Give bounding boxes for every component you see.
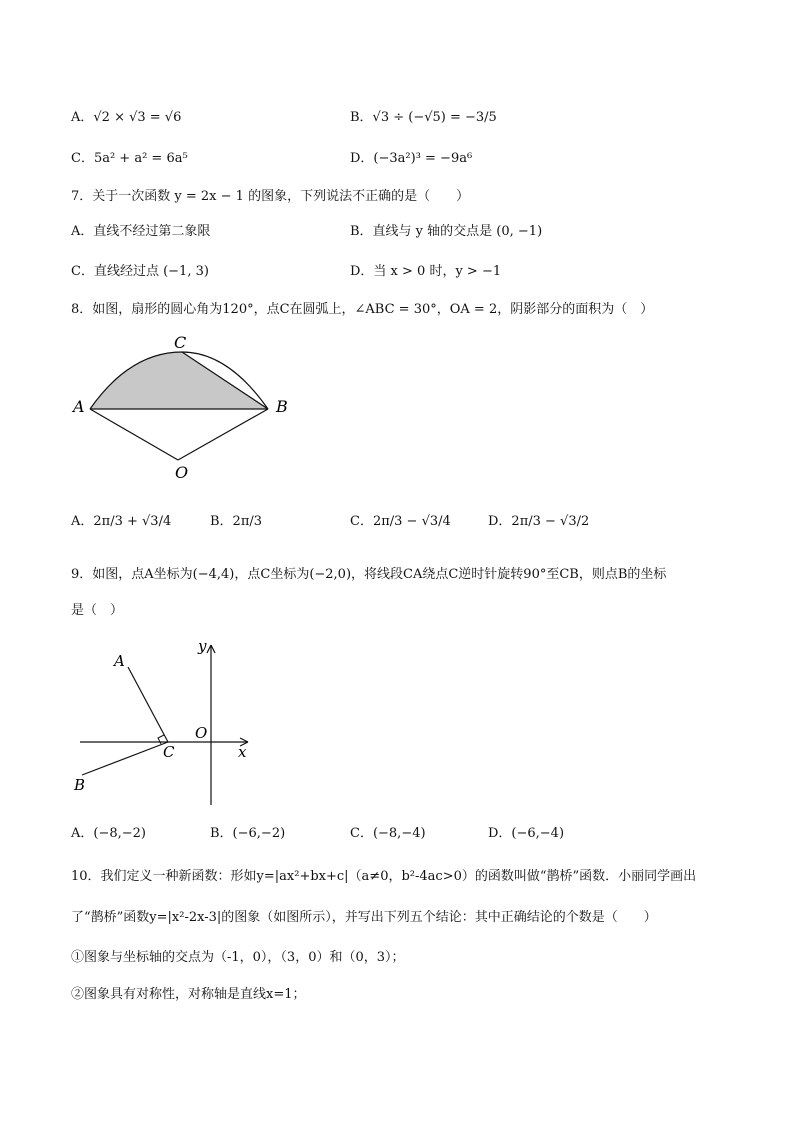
- q8-sector-figure: [70, 330, 300, 485]
- q9-option-c: C．(−8,−4): [350, 826, 426, 841]
- q8-label-a: A: [73, 397, 85, 416]
- q9-stem-line2: 是（ ）: [71, 603, 124, 618]
- q10-stem-line1: 10．我们定义一种新函数：形如y=|ax²+bx+c|（a≠0，b²-4ac>0）的函数叫做“鹊桥”函数．小丽同学画出: [71, 869, 697, 884]
- q9-label-a: A: [114, 652, 125, 670]
- q8-option-c: C．2π/3 − √3/4: [350, 514, 451, 529]
- q7-stem: 7．关于一次函数 y = 2x − 1 的图象，下列说法不正确的是（ ）: [71, 189, 470, 204]
- q8-option-a: A．2π/3 + √3/4: [71, 514, 172, 529]
- q7-option-b: B．直线与 y 轴的交点是 (0, −1): [350, 224, 543, 239]
- q7-option-d: D．当 x > 0 时，y > −1: [350, 264, 502, 279]
- q8-shaded-region: [90, 352, 268, 409]
- q8-label-b: B: [276, 397, 288, 416]
- q6-option-a: A．√2 × √3 = √6: [71, 110, 182, 125]
- q6-option-c: C．5a² + a² = 6a⁵: [71, 151, 188, 166]
- q9-option-a: A．(−8,−2): [71, 826, 146, 841]
- q6-option-d: D．(−3a²)³ = −9a⁶: [350, 151, 473, 166]
- q9-coordinate-figure: [70, 635, 260, 810]
- q9-segment-cb: [82, 742, 168, 775]
- q8-option-b: B．2π/3: [210, 514, 263, 529]
- q10-conclusion-2: ②图象具有对称性，对称轴是直线x=1；: [71, 987, 306, 1002]
- q9-stem-line1: 9．如图，点A坐标为(−4,4)，点C坐标为(−2,0)，将线段CA绕点C逆时针旋转90°至CB，则点B的坐标: [71, 567, 667, 582]
- q8-option-d: D．2π/3 − √3/2: [488, 514, 590, 529]
- q7-option-a: A．直线不经过第二象限: [71, 224, 211, 239]
- q9-option-d: D．(−6,−4): [488, 826, 565, 841]
- q8-label-c: C: [174, 333, 187, 352]
- q8-radius-ob: [178, 409, 268, 460]
- q6-option-b: B．√3 ÷ (−√5) = −3/5: [350, 110, 497, 125]
- q9-label-y: y: [198, 637, 207, 655]
- q9-label-b: B: [74, 776, 86, 794]
- q10-conclusion-1: ①图象与坐标轴的交点为（-1，0），（3，0）和（0，3）；: [71, 950, 405, 965]
- q8-radius-oa: [90, 409, 178, 460]
- q9-label-c: C: [163, 743, 175, 761]
- q9-segment-ca: [128, 667, 168, 742]
- q9-label-o: O: [195, 724, 208, 742]
- q10-stem-line2: 了“鹊桥”函数y=|x²-2x-3|的图象（如图所示），并写出下列五个结论：其中正确结论的个数是（ ）: [71, 910, 657, 925]
- q9-label-x: x: [238, 743, 247, 761]
- q7-option-c: C．直线经过点 (−1, 3): [71, 264, 209, 279]
- q8-stem: 8．如图，扇形的圆心角为120°，点C在圆弧上，∠ABC = 30°，OA = 2，阴影部分的面积为（ ）: [71, 302, 654, 317]
- q9-option-b: B．(−6,−2): [210, 826, 286, 841]
- q8-label-o: O: [175, 463, 189, 482]
